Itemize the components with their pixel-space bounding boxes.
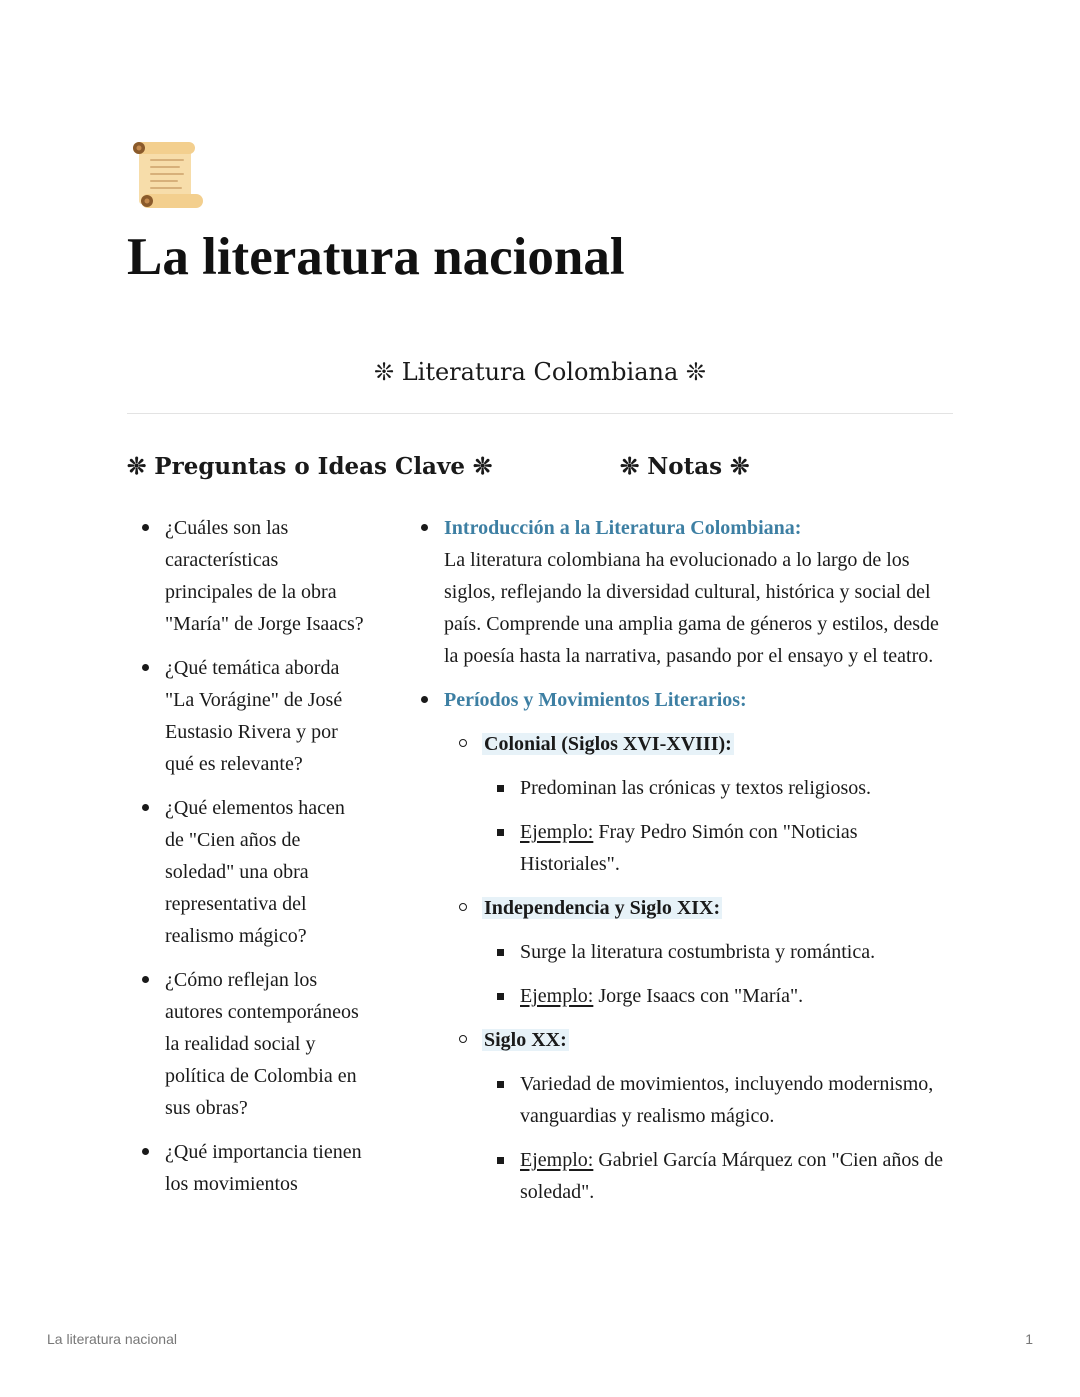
page-title: La literatura nacional [127, 228, 625, 286]
period-details [482, 1068, 953, 1208]
page-number: 1 [1025, 1331, 1033, 1347]
questions-list [127, 512, 377, 1200]
example-text: Gabriel García Márquez con "Cien años de soledad". [520, 1149, 944, 1203]
list-item: ¿Qué temática aborda "La Vorágine" de José Eustasio Rivera y por qué es relevante? [127, 652, 365, 780]
notes-periods-item [416, 684, 953, 1208]
example-text: Jorge Isaacs con "María". [593, 985, 804, 1007]
notes-column [416, 448, 953, 1220]
intro-heading: Introducción a la Literatura Colombiana: [444, 517, 802, 539]
period-title: Independencia y Siglo XIX: [484, 897, 721, 919]
list-item: ¿Cómo reflejan los autores contemporáneos la realidad social y política de Colombia en sus obras? [127, 964, 365, 1124]
list-item: ¿Cuáles son las características principales de la obra "María" de Jorge Isaacs? [127, 512, 365, 640]
period-description: Predominan las crónicas y textos religiosos. [482, 772, 953, 804]
list-item: ¿Qué importancia tienen los movimientos [127, 1136, 365, 1200]
footer-title: La literatura nacional [47, 1331, 177, 1347]
period-example [482, 816, 953, 880]
example-label: Ejemplo: [520, 821, 594, 843]
section-subtitle: ❊ Literatura Colombiana ❊ [373, 358, 707, 386]
example-text: Fray Pedro Simón con "Noticias Historiales". [520, 821, 858, 875]
periods-list [444, 728, 953, 1208]
period-item [444, 892, 953, 1012]
periods-heading: Períodos y Movimientos Literarios: [444, 689, 747, 711]
example-label: Ejemplo: [520, 985, 594, 1007]
scroll-icon [127, 138, 205, 212]
intro-text: La literatura colombiana ha evolucionado a lo largo de los siglos, reflejando la diversidad cultural, histórica y social del país. Comprende una amplia gama de géneros y estilos, desde la poesía hasta la narrativa, pasando por el ensayo y el teatro. [444, 549, 939, 667]
period-title: Colonial (Siglos XVI-XVIII): [484, 733, 732, 755]
period-description: Variedad de movimientos, incluyendo modernismo, vanguardias y realismo mágico. [482, 1068, 953, 1132]
period-description: Surge la literatura costumbrista y romántica. [482, 936, 953, 968]
period-item [444, 728, 953, 880]
questions-column [127, 448, 493, 1212]
period-details [482, 772, 953, 880]
example-label: Ejemplo: [520, 1149, 594, 1171]
notes-heading: ❊ Notas ❊ [620, 453, 750, 480]
period-item [444, 1024, 953, 1208]
list-item: ¿Qué elementos hacen de "Cien años de soledad" una obra representativa del realismo mágico? [127, 792, 365, 952]
notes-intro-item [416, 512, 953, 672]
period-title: Siglo XX: [484, 1029, 567, 1051]
period-example [482, 1144, 953, 1208]
questions-heading: ❊ Preguntas o Ideas Clave ❊ [127, 453, 493, 480]
divider [127, 413, 953, 414]
period-example [482, 980, 953, 1012]
period-details [482, 936, 953, 1012]
notes-list [416, 512, 953, 1208]
